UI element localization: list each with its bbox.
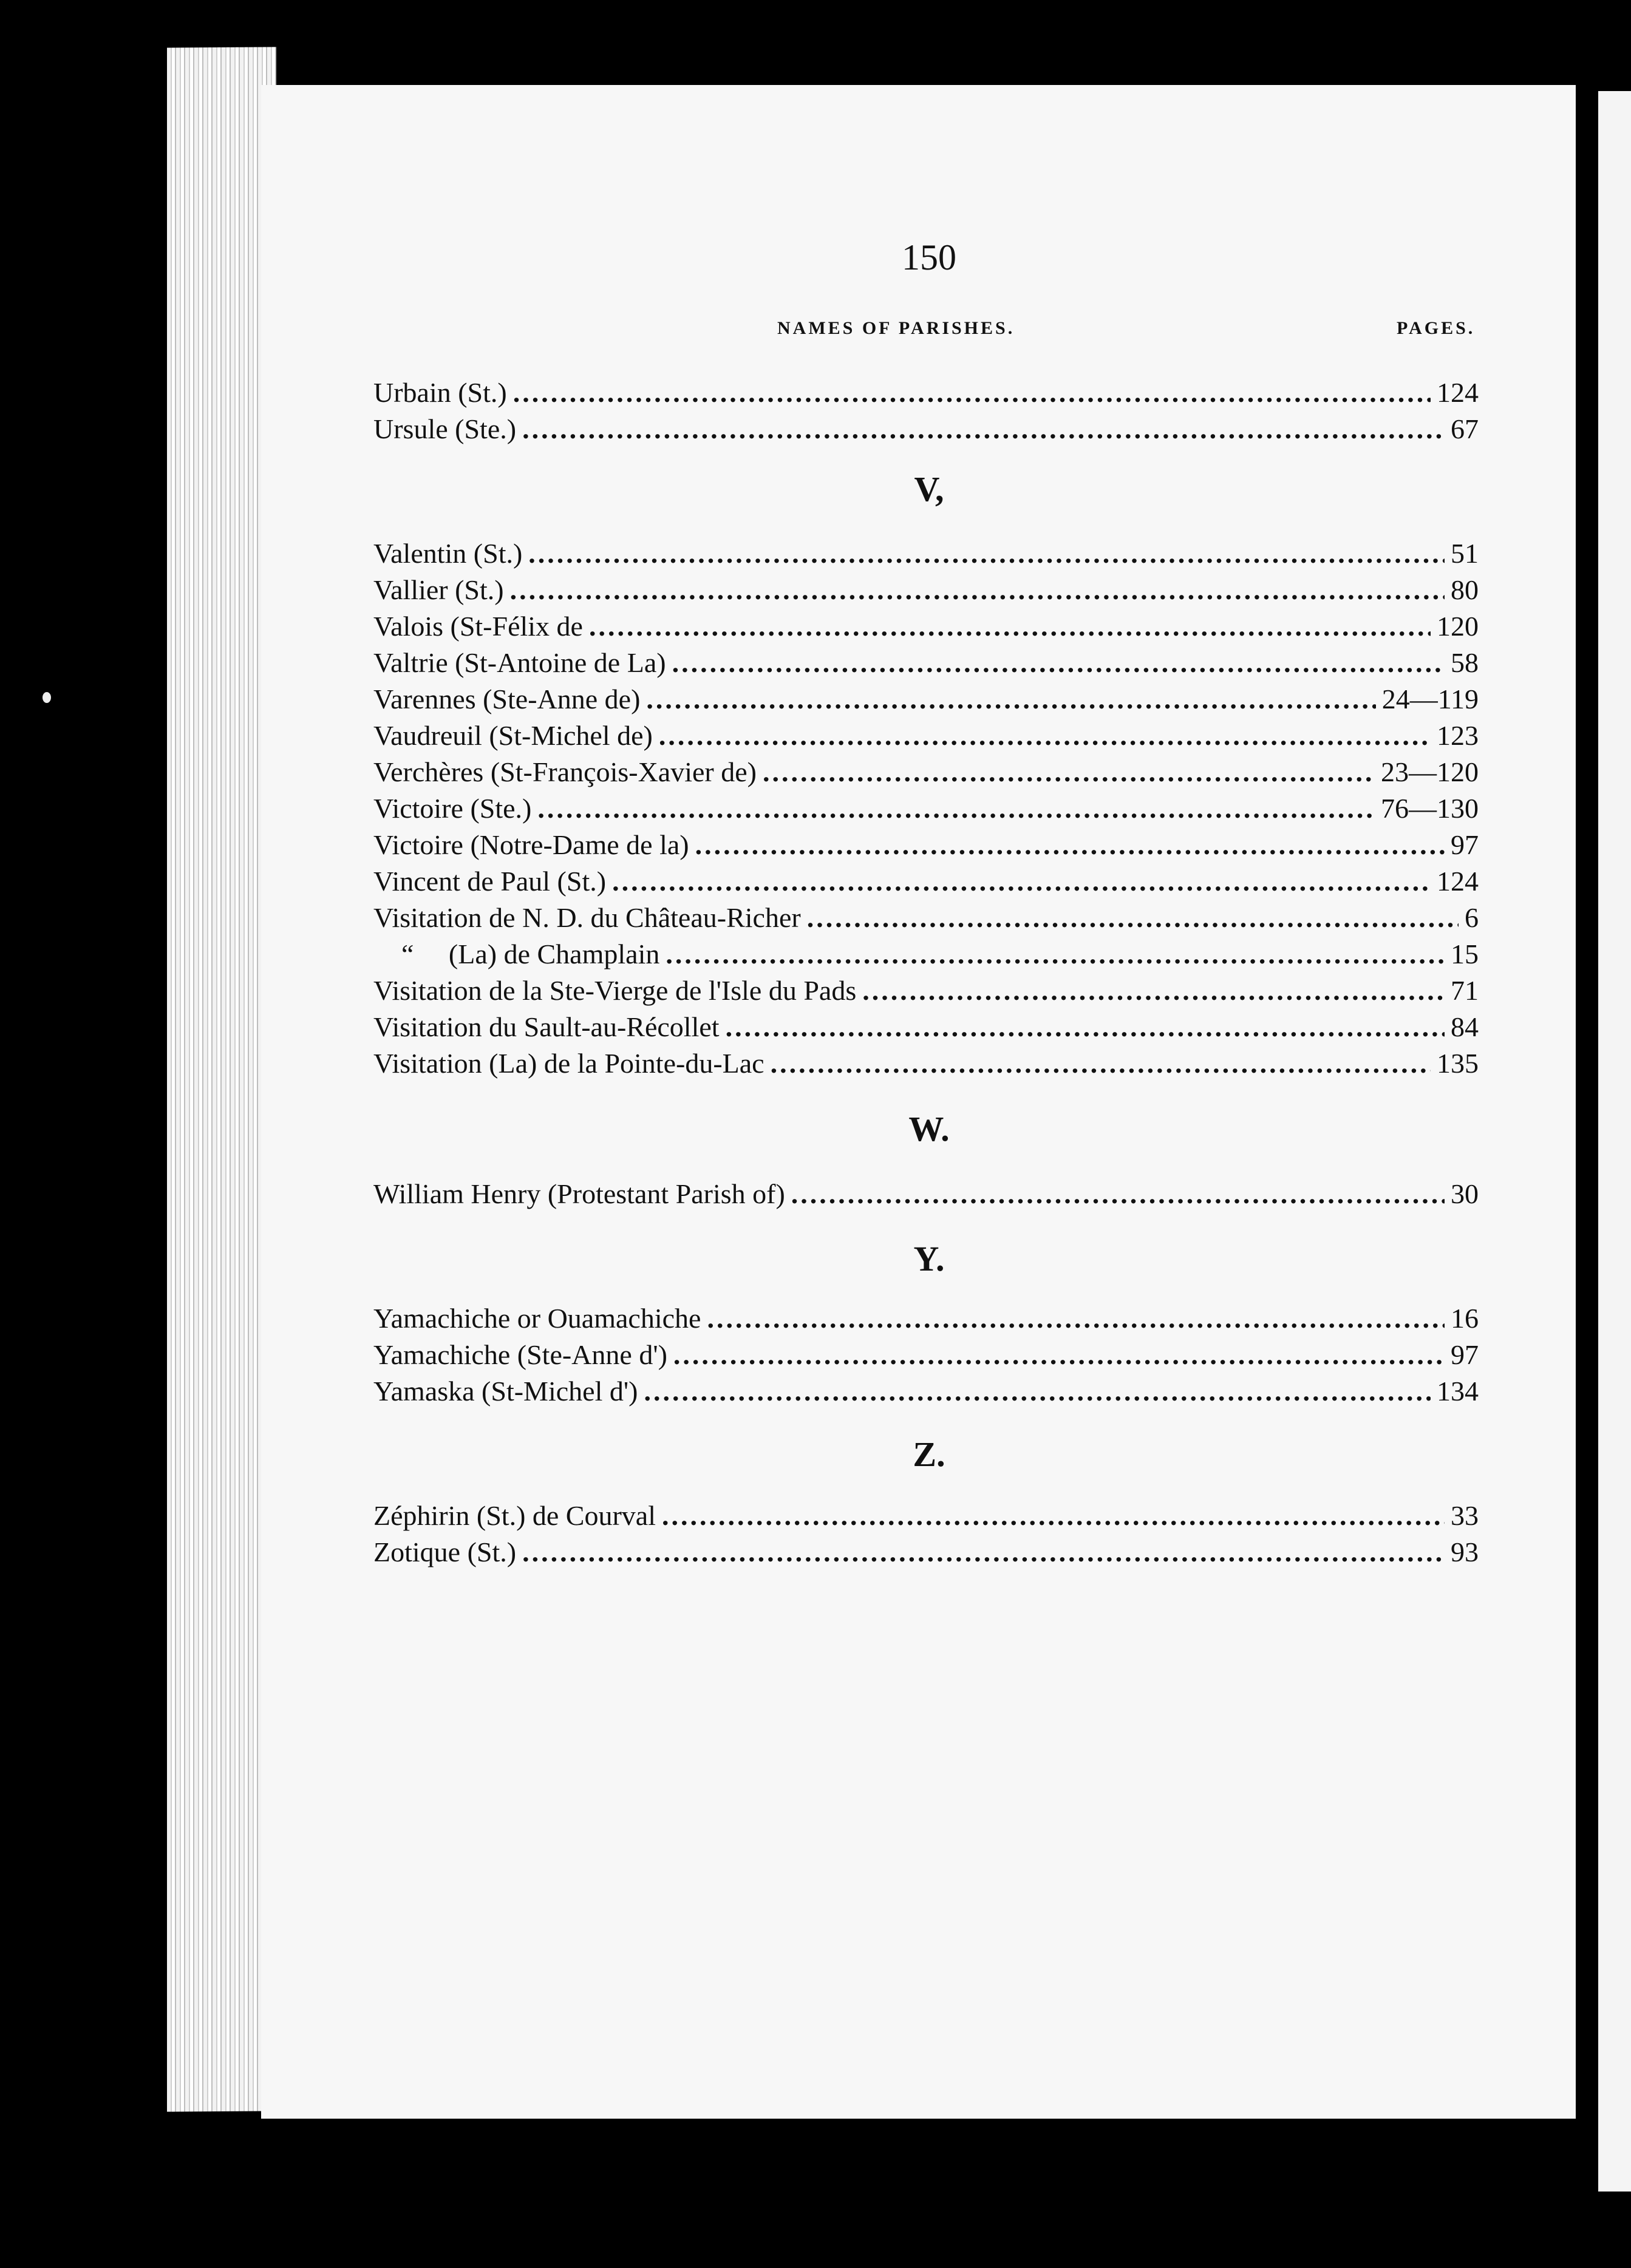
leader-dots [726, 1011, 1445, 1043]
leader-dots [659, 719, 1431, 752]
index-entry [373, 756, 1479, 792]
entry-pages: 6 [1465, 902, 1479, 933]
index-entry [373, 865, 1479, 901]
entry-name: Valentin (St.) [373, 538, 523, 569]
index-entry [373, 1499, 1479, 1536]
entry-name: Valtrie (St-Antoine de La) [373, 647, 666, 678]
entry-name: Urbain (St.) [373, 377, 507, 408]
page-number: 150 [902, 237, 956, 277]
entry-pages: 97 [1451, 1339, 1479, 1370]
index-entry [373, 647, 1479, 683]
leader-dots [662, 1499, 1445, 1532]
leader-dots [522, 1536, 1445, 1568]
entry-name: “ (La) de Champlain [373, 939, 660, 969]
index-entry [373, 792, 1479, 829]
entry-name: Victoire (Notre-Dame de la) [373, 829, 689, 860]
leader-dots [646, 683, 1375, 715]
entry-pages: 71 [1451, 975, 1479, 1006]
leader-dots [791, 1178, 1445, 1210]
entry-pages: 120 [1437, 611, 1479, 642]
leader-dots [644, 1375, 1431, 1407]
entry-pages: 30 [1451, 1178, 1479, 1209]
entry-pages: 135 [1437, 1048, 1479, 1079]
entry-name: Verchères (St-François-Xavier de) [373, 756, 757, 787]
leader-dots [510, 574, 1445, 606]
index-entry [373, 610, 1479, 647]
index-entry [373, 574, 1479, 610]
entry-name: Varennes (Ste-Anne de) [373, 684, 641, 715]
section-letter: W. [908, 1109, 950, 1149]
index-entry [373, 537, 1479, 574]
leader-dots [589, 610, 1431, 642]
entry-name: William Henry (Protestant Parish of) [373, 1178, 785, 1209]
entry-name: Visitation du Sault-au-Récollet [373, 1011, 720, 1042]
entry-name: Visitation de la Ste-Vierge de l'Isle du Pads [373, 975, 857, 1006]
entry-pages: 33 [1451, 1500, 1479, 1531]
index-entry [373, 1302, 1479, 1339]
entry-pages: 124 [1437, 866, 1479, 897]
section-letter: Y. [913, 1239, 945, 1278]
entry-pages: 67 [1451, 413, 1479, 444]
entry-name: Zotique (St.) [373, 1536, 517, 1567]
entry-pages: 134 [1437, 1376, 1479, 1407]
index-entry [373, 683, 1479, 719]
index-entry [373, 829, 1479, 865]
scan-speck [43, 692, 51, 703]
entry-name: Valois (St-Félix de [373, 611, 583, 642]
entry-name: Ursule (Ste.) [373, 413, 517, 444]
entry-name: Yamachiche or Ouamachiche [373, 1303, 701, 1334]
entry-pages: 15 [1451, 939, 1479, 969]
entry-name: Visitation de N. D. du Château-Richer [373, 902, 801, 933]
entry-pages: 58 [1451, 647, 1479, 678]
section-letter: Z. [913, 1434, 945, 1474]
column-header-names: NAMES OF PARISHES. [777, 318, 1015, 338]
book-page-edges [167, 47, 276, 2111]
entry-pages: 97 [1451, 829, 1479, 860]
entry-name: Vincent de Paul (St.) [373, 866, 607, 897]
entry-pages: 51 [1451, 538, 1479, 569]
entry-name: Victoire (Ste.) [373, 793, 532, 824]
index-entry [373, 1375, 1479, 1411]
index-entry [373, 974, 1479, 1011]
index-entry [373, 1047, 1479, 1084]
leader-dots [666, 938, 1445, 970]
entry-pages: 123 [1437, 720, 1479, 751]
column-header-pages: PAGES. [1397, 318, 1476, 338]
index-entry [373, 938, 1479, 974]
entry-pages: 84 [1451, 1011, 1479, 1042]
index-entry [373, 1536, 1479, 1572]
entry-name: Zéphirin (St.) de Courval [373, 1500, 656, 1531]
entry-pages: 23—120 [1381, 756, 1479, 787]
facing-page-edge [1598, 91, 1631, 2192]
leader-dots [771, 1047, 1431, 1079]
entry-pages: 93 [1451, 1536, 1479, 1567]
entry-pages: 80 [1451, 574, 1479, 605]
entry-pages: 16 [1451, 1303, 1479, 1334]
leader-dots [807, 901, 1459, 934]
entry-name: Vallier (St.) [373, 574, 504, 605]
leader-dots [522, 413, 1445, 445]
leader-dots [528, 537, 1445, 569]
leader-dots [695, 829, 1445, 861]
index-entry [373, 901, 1479, 938]
entry-name: Visitation (La) de la Pointe-du-Lac [373, 1048, 764, 1079]
leader-dots [763, 756, 1375, 788]
leader-dots [672, 647, 1445, 679]
index-entry [373, 719, 1479, 756]
section-letter: V, [914, 469, 944, 509]
leader-dots [513, 376, 1431, 409]
leader-dots [537, 792, 1375, 824]
index-entry [373, 1339, 1479, 1375]
index-entry [373, 376, 1479, 413]
entry-pages: 76—130 [1381, 793, 1479, 824]
entry-pages: 124 [1437, 377, 1479, 408]
index-entry [373, 413, 1479, 449]
index-entry [373, 1178, 1479, 1214]
leader-dots [862, 974, 1445, 1007]
index-entry [373, 1011, 1479, 1047]
entry-pages: 24—119 [1381, 684, 1479, 715]
entry-name: Yamachiche (Ste-Anne d') [373, 1339, 667, 1370]
leader-dots [673, 1339, 1445, 1371]
entry-name: Vaudreuil (St-Michel de) [373, 720, 653, 751]
leader-dots [707, 1302, 1445, 1334]
entry-name: Yamaska (St-Michel d') [373, 1376, 638, 1407]
leader-dots [612, 865, 1431, 897]
